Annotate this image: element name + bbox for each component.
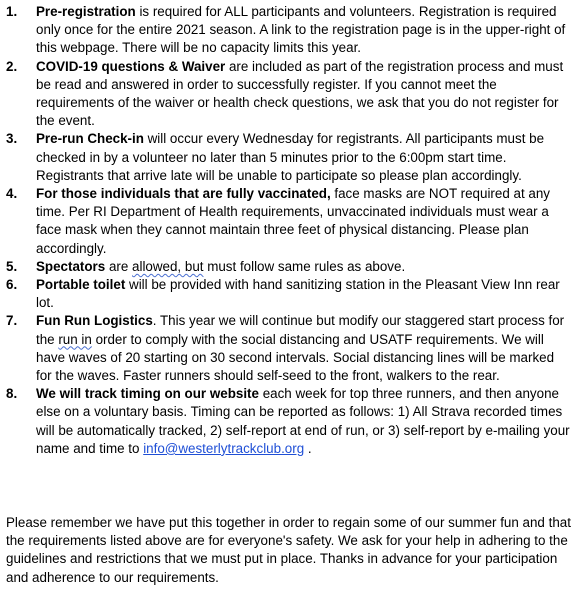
rule-number: 4. (6, 186, 18, 202)
rule-heading: For those individuals that are fully vaccinated, (36, 186, 331, 202)
rule-text: each week for top three runners, and then anyone else on a voluntary basis. Timing can be reported as follows: 1) All Strava recorded times will be automatically tracked, 2) self-report at end of run, or 3) self-report by e-mailing your name and time to (36, 386, 570, 456)
rule-heading: Pre-run Check-in (36, 131, 144, 147)
email-link[interactable]: info@westerlytrackclub.org (143, 440, 305, 456)
rule-heading: Spectators (36, 258, 106, 274)
rule-heading: COVID-19 questions & Waiver (36, 58, 226, 74)
rule-item-portable-toilet (0, 276, 576, 312)
rule-number: 7. (6, 313, 18, 329)
closing-paragraph: Please remember we have put this together in order to regain some of our summer fun and that the requirements listed above are for everyone's safety. We ask for your help in adhering to the guidelines and restrictions that we must put in place. Thanks in advance for your participation and adherence to our requirements. (6, 515, 571, 585)
rule-number: 8. (6, 386, 18, 402)
rule-item-fun-run-logistics (0, 312, 576, 385)
rule-heading: Pre-registration (36, 4, 136, 19)
rule-item-vaccinated (0, 185, 576, 258)
rule-item-covid-waiver (0, 58, 576, 131)
rule-item-check-in (0, 130, 576, 185)
rule-item-timing (0, 385, 576, 458)
spellcheck-flagged-text: allowed, but (132, 258, 204, 274)
rule-text: . This year we will continue but modify our staggered start process for the (36, 313, 565, 347)
spellcheck-flagged-text: run in (58, 331, 92, 347)
rules-list (0, 3, 576, 458)
rule-text: are (105, 258, 133, 274)
rule-number: 5. (6, 258, 18, 274)
rule-heading: We will track timing on our website (36, 386, 259, 402)
rule-text: are included as part of the registration process and must be read and answered in order to successfully register. If you cannot meet the requirements of the waiver or health check questions, we ask that you do not register for the event. (36, 58, 564, 129)
rule-text: is required for ALL participants and volunteers. Registration is required only once for the entire 2021 season. A link to the registration page is in the upper-right of this webpage. There will be no capacity limits this year. (36, 4, 566, 56)
rule-item-pre-registration (0, 3, 576, 58)
rule-heading: Fun Run Logistics (36, 313, 153, 329)
rule-text: face masks are NOT required at any time. Per RI Department of Health requirements, unvaccinated individuals must wear a face mask when they cannot maintain three feet of physical distancing. Please plan accordingly. (36, 186, 550, 256)
rule-number: 3. (6, 131, 18, 147)
rule-text: must follow same rules as above. (203, 258, 406, 274)
rule-number: 2. (6, 58, 18, 74)
rule-item-spectators (0, 258, 576, 276)
rule-number: 1. (6, 4, 18, 19)
rule-text: . (304, 440, 312, 456)
rule-number: 6. (6, 277, 18, 293)
rule-text: order to comply with the social distancing and USATF requirements. We will have waves of 20 starting on 30 second intervals. Social distancing lines will be marked for the waves. Faster runners should self-seed to the front, walkers to the rear. (36, 331, 555, 384)
rule-text: will be provided with hand sanitizing station in the Pleasant View Inn rear lot. (36, 277, 560, 311)
rule-heading: Portable toilet (36, 277, 126, 293)
rule-text: will occur every Wednesday for registrants. All participants must be checked in by a volunteer no later than 5 minutes prior to the 6:00pm start time. Registrants that arrive late will be unable to participate so please plan accordingly. (36, 131, 545, 183)
